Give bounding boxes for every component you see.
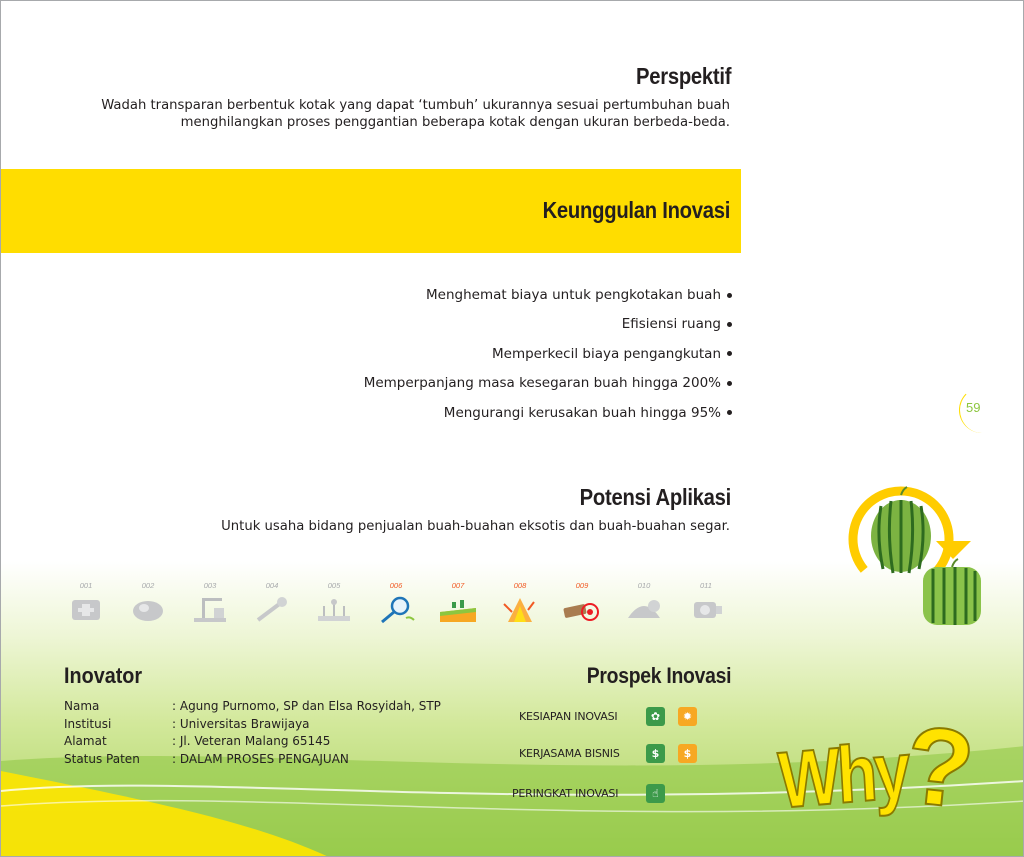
why-logo-word: Why bbox=[776, 725, 910, 825]
perspektif-line-2: menghilangkan proses penggantian beberapa kotak dengan ukuran berbeda-beda. bbox=[180, 115, 730, 130]
list-item: Memperpanjang masa kesegaran buah hingga 200% bbox=[364, 373, 732, 402]
land-icon bbox=[438, 594, 478, 624]
prospek-label-kerjasama: KERJASAMA BISNIS bbox=[519, 747, 620, 760]
inovator-row: Nama : Agung Purnomo, SP dan Elsa Rosyidah, STP bbox=[64, 699, 441, 713]
food-icon bbox=[128, 594, 168, 624]
money-bag-icon: $ bbox=[646, 744, 665, 763]
thumbs-up-icon: ☝ bbox=[646, 784, 665, 803]
category-item: 008 bbox=[497, 581, 543, 629]
construction-icon bbox=[190, 594, 230, 624]
potensi-title: Potensi Aplikasi bbox=[579, 484, 731, 510]
category-item: 009 bbox=[559, 581, 605, 629]
category-item: 003 bbox=[187, 581, 233, 629]
category-item: 005 bbox=[311, 581, 357, 629]
agriculture-icon bbox=[314, 594, 354, 624]
keunggulan-title: Keunggulan Inovasi bbox=[542, 197, 730, 223]
keunggulan-list bbox=[364, 285, 732, 432]
sun-gear-icon: ✹ bbox=[678, 707, 697, 726]
category-item: 004 bbox=[249, 581, 295, 629]
money-bag-icon: $ bbox=[678, 744, 697, 763]
list-item: Menghemat biaya untuk pengkotakan buah bbox=[364, 285, 732, 314]
inovator-row: Alamat : Jl. Veteran Malang 65145 bbox=[64, 734, 331, 748]
bullet-icon bbox=[727, 351, 732, 356]
gear-icon: ✿ bbox=[646, 707, 665, 726]
category-item: 002 bbox=[125, 581, 171, 629]
prospek-title: Prospek Inovasi bbox=[586, 663, 731, 688]
perspektif-line-1: Wadah transparan berbentuk kotak yang dapat ‘tumbuh’ ukurannya sesuai pertumbuhan buah bbox=[101, 98, 730, 113]
bullet-icon bbox=[727, 381, 732, 386]
inovator-table bbox=[64, 698, 441, 768]
technology-icon bbox=[686, 594, 726, 624]
prospek-label-peringkat: PERINGKAT INOVASI bbox=[512, 787, 619, 800]
inovator-title: Inovator bbox=[64, 663, 143, 688]
potensi-text: Untuk usaha bidang penjualan buah-buahan eksotis dan buah-buahan segar. bbox=[221, 519, 730, 534]
energy-icon bbox=[252, 594, 292, 624]
medical-icon bbox=[66, 594, 106, 624]
category-item: 011 bbox=[683, 581, 729, 629]
list-item: Mengurangi kerusakan buah hingga 95% bbox=[364, 403, 732, 432]
why-logo-question-mark: ? bbox=[899, 702, 980, 833]
category-icons-row bbox=[63, 581, 743, 631]
category-item: 006 bbox=[373, 581, 419, 629]
bullet-icon bbox=[727, 322, 732, 327]
bullet-icon bbox=[727, 293, 732, 298]
inovator-row: Status Paten : DALAM PROSES PENGAJUAN bbox=[64, 751, 349, 766]
perspektif-title: Perspektif bbox=[635, 63, 731, 89]
prospek-label-kesiapan: KESIAPAN INOVASI bbox=[519, 710, 618, 723]
research-icon bbox=[376, 594, 416, 624]
industry-icon bbox=[500, 594, 540, 624]
inovator-row: Institusi : Universitas Brawijaya bbox=[64, 716, 310, 731]
perspektif-text bbox=[30, 97, 730, 131]
page-number: 59 bbox=[959, 387, 1005, 433]
list-item: Efisiensi ruang bbox=[364, 314, 732, 343]
environment-icon bbox=[624, 594, 664, 624]
category-item: 010 bbox=[621, 581, 667, 629]
watermelon-illustration bbox=[841, 481, 991, 631]
bullet-icon bbox=[727, 410, 732, 415]
category-item: 007 bbox=[435, 581, 481, 629]
target-icon bbox=[562, 594, 602, 624]
category-item: 001 bbox=[63, 581, 109, 629]
list-item: Memperkecil biaya pengangkutan bbox=[364, 344, 732, 373]
